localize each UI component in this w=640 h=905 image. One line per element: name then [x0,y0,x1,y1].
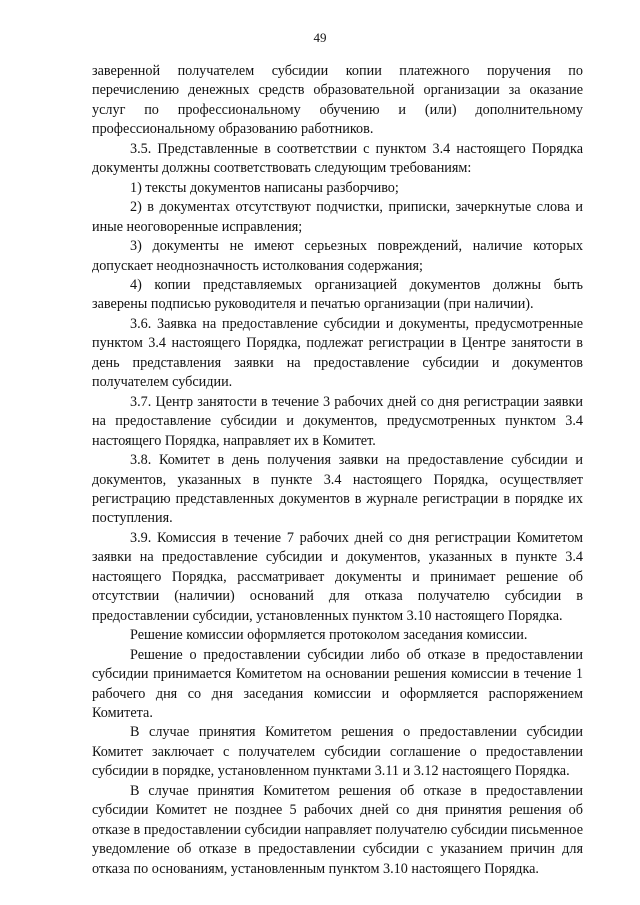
list-item-2: 2) в документах отсутствуют подчистки, приписки, зачеркнутые слова и иные неоговоренные исправления; [92,199,583,235]
list-item-4: 4) копии представляемых организацией документов должны быть заверены подписью руководителя и печатью организации (при наличии). [92,276,583,313]
list-item-1: 1) тексты документов написаны разборчиво; [130,179,399,196]
page-number: 49 [313,30,327,45]
paragraph-3-9: 3.9. Комиссия в течение 7 рабочих дней со дня регистрации Комитетом заявки на предоставление субсидии и документов, указанных в пункте 3.4 настоящего Порядка, рассматривает документы и принимает решение об отсутствии (наличии) оснований для отказа получателю субсидии в предоставлении субсидии, установленных пунктом 3.10 настоящего Порядка. [92,529,583,624]
paragraph-commission-protocol: Решение комиссии оформляется протоколом заседания комиссии. [130,627,528,644]
list-item-3: 3) документы не имеют серьезных повреждений, наличие которых допускает неоднозначность истолкования содержания; [92,238,583,274]
document-body [92,62,583,879]
paragraph-refusal-notice: В случае принятия Комитетом решения об отказе в предоставлении субсидии Комитет не позднее 5 рабочих дней со дня принятия решения об отказе в предоставлении субсидии направляет получателю субсидии письменное уведомление об отказе в предоставлении субсидии с указанием причин для отказа по основаниям, установленным пунктом 3.10 настоящего Порядка. [92,782,583,877]
paragraph-3-8: 3.8. Комитет в день получения заявки на предоставление субсидии и документов, указанных в пункте 3.4 настоящего Порядка, осуществляет регистрацию представленных документов в журнале регистрации в порядке их поступления. [92,452,583,527]
paragraph-3-6: 3.6. Заявка на предоставление субсидии и документы, предусмотренные пунктом 3.4 настоящего Порядка, подлежат регистрации в Центре занятости в день представления заявки на предоставление субсидии и документов получателем субсидии. [92,315,583,391]
paragraph-continuation: заверенной получателем субсидии копии платежного поручения по перечислению денежных средств образовательной организации за оказание услуг по профессиональному обучению и (или) дополнительному профессиональному образованию работников. [92,63,583,138]
paragraph-3-7: 3.7. Центр занятости в течение 3 рабочих дней со дня регистрации заявки на предоставление субсидии и документов, предусмотренных пунктом 3.4 настоящего Порядка, направляет их в Комитет. [92,393,583,449]
paragraph-3-5: 3.5. Представленные в соответствии с пунктом 3.4 настоящего Порядка документы должны соответствовать следующим требованиям: [92,140,583,177]
paragraph-decision: Решение о предоставлении субсидии либо об отказе в предоставлении субсидии принимается Комитетом на основании решения комиссии в течение 1 рабочего дня со дня заседания комиссии и оформляется распоряжением Комитета. [92,646,583,721]
paragraph-agreement: В случае принятия Комитетом решения о предоставлении субсидии Комитет заключает с получателем субсидии соглашение о предоставлении субсидии в порядке, установленном пунктами 3.11 и 3.12 настоящего Порядка. [92,724,583,780]
